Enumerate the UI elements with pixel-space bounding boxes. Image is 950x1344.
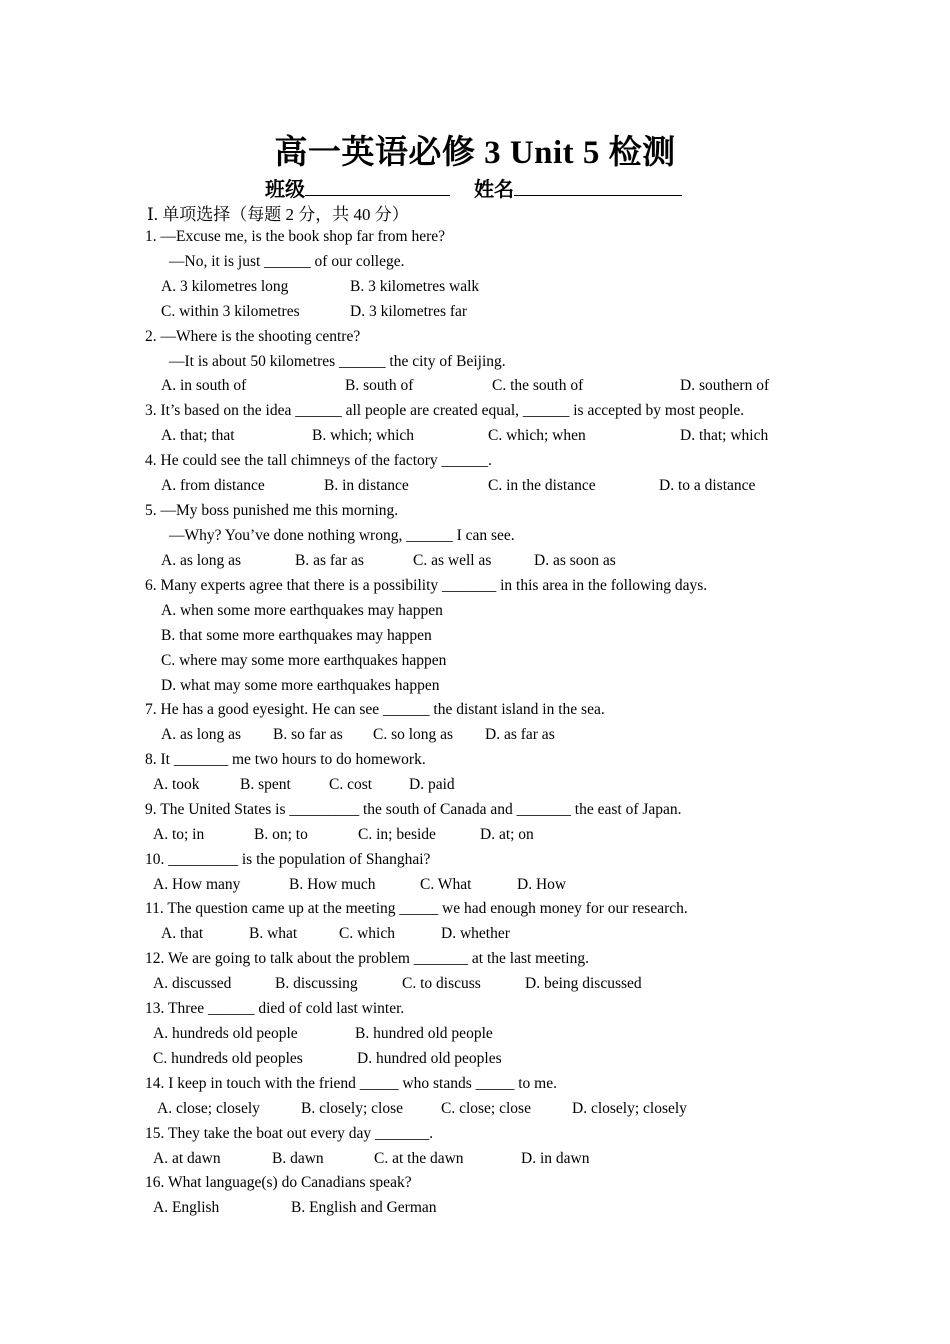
option-c: C. where may some more earthquakes happen — [161, 652, 447, 669]
question-reply: —No, it is just ______ of our college. — [169, 253, 405, 270]
option-b: B. spent — [240, 776, 291, 793]
option-d: D. hundred old peoples — [357, 1050, 502, 1067]
option-c: C. which; when — [488, 427, 586, 444]
option-d: D. closely; closely — [572, 1100, 687, 1117]
class-blank — [305, 175, 450, 196]
option-d: D. paid — [409, 776, 455, 793]
option-a: A. discussed — [153, 975, 232, 992]
question-reply: —Why? You’ve done nothing wrong, ______ I can see. — [169, 527, 515, 544]
option-c: C. cost — [329, 776, 373, 793]
option-b: B. closely; close — [301, 1100, 404, 1117]
option-c: C. within 3 kilometres — [161, 303, 300, 320]
option-d: D. 3 kilometres far — [350, 303, 468, 320]
option-c: C. in; beside — [358, 826, 436, 843]
option-d: D. as far as — [485, 726, 555, 743]
option-c: C. as well as — [413, 552, 492, 569]
option-d: D. whether — [441, 925, 510, 942]
option-a: A. when some more earthquakes may happen — [161, 602, 443, 619]
option-c: C. What — [420, 876, 472, 893]
option-b: B. in distance — [324, 477, 409, 494]
option-d: D. as soon as — [534, 552, 616, 569]
question-stem: 1. —Excuse me, is the book shop far from here? — [145, 228, 446, 245]
option-d: D. in dawn — [521, 1150, 590, 1167]
question-stem: 6. Many experts agree that there is a possibility _______ in this area in the following days. — [145, 577, 708, 594]
option-a: A. took — [153, 776, 200, 793]
option-b: B. so far as — [273, 726, 343, 743]
option-b: B. discussing — [275, 975, 358, 992]
question-stem: 7. He has a good eyesight. He can see ______ the distant island in the sea. — [145, 701, 605, 718]
question-stem: 5. —My boss punished me this morning. — [145, 502, 399, 519]
option-b: B. as far as — [295, 552, 364, 569]
option-c: C. which — [339, 925, 395, 942]
option-a: A. to; in — [153, 826, 205, 843]
option-d: D. to a distance — [659, 477, 756, 494]
option-d: D. How — [517, 876, 567, 893]
option-a: A. at dawn — [153, 1150, 221, 1167]
option-c: C. hundreds old peoples — [153, 1050, 303, 1067]
question-stem: 10. _________ is the population of Shanghai? — [145, 851, 431, 868]
name-label: 姓名 — [474, 179, 514, 201]
option-b: B. 3 kilometres walk — [350, 278, 480, 295]
option-c: C. so long as — [373, 726, 454, 743]
option-c: C. the south of — [492, 377, 584, 394]
name-blank — [514, 175, 682, 196]
option-b: B. on; to — [254, 826, 308, 843]
option-b: B. English and German — [291, 1199, 437, 1216]
option-a: A. English — [153, 1199, 220, 1216]
option-b: B. which; which — [312, 427, 415, 444]
option-b: B. that some more earthquakes may happen — [161, 627, 432, 644]
option-c: C. close; close — [441, 1100, 531, 1117]
option-d: D. what may some more earthquakes happen — [161, 677, 440, 694]
option-a: A. that — [161, 925, 204, 942]
question-stem: 4. He could see the tall chimneys of the factory ______. — [145, 452, 492, 469]
page-title: 高一英语必修 3 Unit 5 检测 — [274, 135, 676, 171]
question-stem: 16. What language(s) do Canadians speak? — [145, 1174, 412, 1191]
question-stem: 8. It _______ me two hours to do homework. — [145, 751, 426, 768]
class-label: 班级 — [265, 179, 305, 201]
option-a: A. from distance — [161, 477, 265, 494]
question-stem: 11. The question came up at the meeting _____ we had enough money for our research. — [145, 900, 688, 917]
question-stem: 15. They take the boat out every day _______. — [145, 1125, 434, 1142]
option-b: B. south of — [345, 377, 414, 394]
option-b: B. dawn — [272, 1150, 324, 1167]
option-a: A. How many — [153, 876, 241, 893]
section-heading: Ⅰ. 单项选择（每题 2 分，共 40 分） — [147, 205, 409, 224]
option-a: A. hundreds old people — [153, 1025, 298, 1042]
option-a: A. as long as — [161, 552, 242, 569]
option-c: C. at the dawn — [374, 1150, 464, 1167]
option-b: B. hundred old people — [355, 1025, 493, 1042]
question-stem: 12. We are going to talk about the problem _______ at the last meeting. — [145, 950, 589, 967]
option-d: D. being discussed — [525, 975, 642, 992]
option-b: B. How much — [289, 876, 376, 893]
question-stem: 3. It’s based on the idea ______ all people are created equal, ______ is accepted by most people. — [145, 402, 745, 419]
question-stem: 13. Three ______ died of cold last winter. — [145, 1000, 405, 1017]
option-a: A. that; that — [161, 427, 235, 444]
question-stem: 2. —Where is the shooting centre? — [145, 328, 361, 345]
student-info-line — [265, 173, 682, 202]
question-stem: 14. I keep in touch with the friend _____ who stands _____ to me. — [145, 1075, 557, 1092]
option-c: C. to discuss — [402, 975, 481, 992]
question-stem: 9. The United States is _________ the south of Canada and _______ the east of Japan. — [145, 801, 682, 818]
option-b: B. what — [249, 925, 298, 942]
option-a: A. in south of — [161, 377, 247, 394]
option-d: D. southern of — [680, 377, 770, 394]
question-reply: —It is about 50 kilometres ______ the city of Beijing. — [169, 353, 506, 370]
option-d: D. that; which — [680, 427, 769, 444]
option-a: A. as long as — [161, 726, 242, 743]
option-a: A. 3 kilometres long — [161, 278, 289, 295]
option-d: D. at; on — [480, 826, 534, 843]
option-c: C. in the distance — [488, 477, 596, 494]
option-a: A. close; closely — [157, 1100, 260, 1117]
